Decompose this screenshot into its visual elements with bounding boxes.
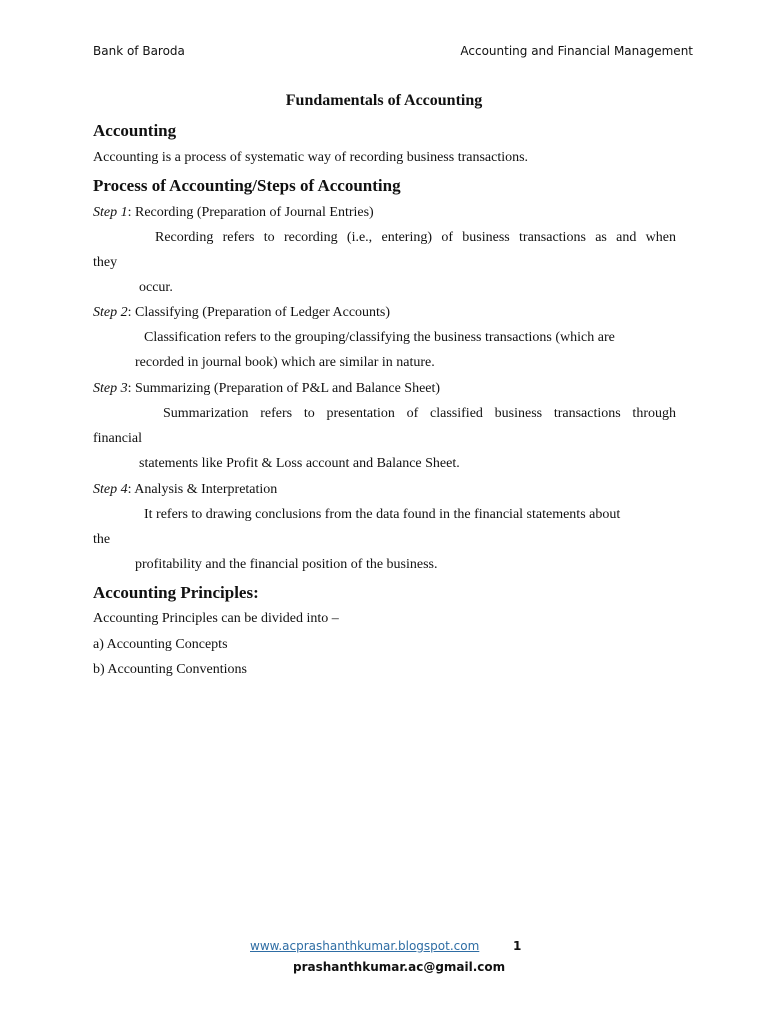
footer-email: prashanthkumar.ac@gmail.com [293, 960, 506, 974]
principles-item-a: a) Accounting Concepts [93, 637, 228, 652]
step-1-label: Step 1 [93, 205, 128, 220]
header-right: Accounting and Financial Management [460, 44, 693, 58]
step-4-desc-line-1: It refers to drawing conclusions from the data found in the financial statements about [144, 507, 621, 522]
step-1-title-text: : Recording (Preparation of Journal Entries) [127, 205, 374, 220]
step-3-label: Step 3 [93, 381, 128, 396]
step-4-title [93, 482, 676, 499]
principles-intro: Accounting Principles can be divided into – [93, 611, 339, 626]
principles-item-b: b) Accounting Conventions [93, 662, 247, 677]
heading-principles: Accounting Principles: [93, 583, 259, 602]
step-1-desc-line-2: they [93, 255, 118, 270]
step-1-desc-line-1: Recording refers to recording (i.e., entering) of business transactions as and when [155, 230, 676, 245]
footer-blog-link[interactable]: www.acprashanthkumar.blogspot.com [250, 939, 480, 953]
step-3-desc-line-2: financial [93, 431, 142, 446]
step-2-desc-line-2: recorded in journal book) which are similar in nature. [135, 355, 435, 370]
heading-accounting: Accounting [93, 121, 177, 140]
step-4-desc-line-3: profitability and the financial position of the business. [135, 557, 438, 572]
step-4-title-text: : Analysis & Interpretation [127, 482, 278, 497]
page-title [0, 92, 768, 110]
accounting-definition: Accounting is a process of systematic way of recording business transactions. [93, 150, 529, 165]
step-2-label: Step 2 [93, 305, 128, 320]
step-2-desc-line-1: Classification refers to the grouping/classifying the business transactions (which are [144, 330, 615, 345]
heading-process: Process of Accounting/Steps of Accounting [93, 176, 401, 195]
page-number: 1 [513, 939, 522, 953]
step-4-desc-line-2: the [93, 532, 111, 547]
step-1-desc-line-3: occur. [139, 280, 173, 295]
step-3-desc-line-3: statements like Profit & Loss account and Balance Sheet. [139, 456, 460, 471]
step-3-title [93, 381, 676, 398]
step-2-title [93, 305, 676, 322]
step-3-desc-line-1: Summarization refers to presentation of classified business transactions through [163, 406, 676, 421]
step-4-label: Step 4 [93, 482, 128, 497]
page-title-text: Fundamentals of Accounting [285, 92, 483, 109]
step-3-title-text: : Summarizing (Preparation of P&L and Balance Sheet) [127, 381, 441, 396]
header-left: Bank of Baroda [93, 44, 185, 58]
step-1-title [93, 205, 676, 222]
step-2-title-text: : Classifying (Preparation of Ledger Accounts) [127, 305, 391, 320]
